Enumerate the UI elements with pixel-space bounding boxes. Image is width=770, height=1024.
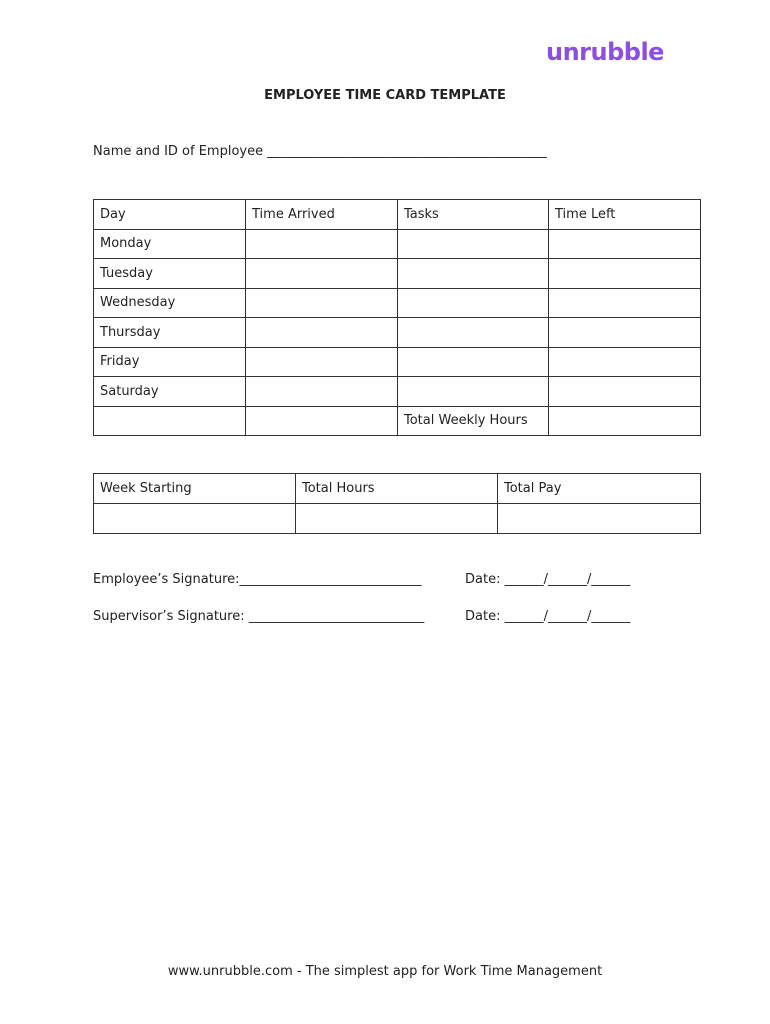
time-card-table xyxy=(93,199,701,436)
time-left-cell[interactable] xyxy=(549,259,701,289)
header-day: Day xyxy=(94,200,246,230)
document-title: EMPLOYEE TIME CARD TEMPLATE xyxy=(264,88,506,103)
tasks-cell[interactable] xyxy=(398,259,549,289)
header-tasks: Tasks xyxy=(398,200,549,230)
day-cell: Monday xyxy=(94,229,246,259)
empty-cell xyxy=(246,406,398,436)
time-arrived-cell[interactable] xyxy=(246,377,398,407)
time-left-cell[interactable] xyxy=(549,318,701,348)
header-week-starting: Week Starting xyxy=(94,474,296,504)
time-arrived-cell[interactable] xyxy=(246,259,398,289)
time-left-cell[interactable] xyxy=(549,288,701,318)
day-cell: Wednesday xyxy=(94,288,246,318)
table-row xyxy=(94,259,701,289)
total-pay-cell[interactable] xyxy=(498,504,701,534)
summary-header-row xyxy=(94,474,701,504)
day-cell: Saturday xyxy=(94,377,246,407)
employee-signature-line[interactable] xyxy=(93,572,631,587)
empty-cell xyxy=(94,406,246,436)
table-row xyxy=(94,347,701,377)
day-cell: Thursday xyxy=(94,318,246,348)
total-weekly-hours-label: Total Weekly Hours xyxy=(398,406,549,436)
week-starting-cell[interactable] xyxy=(94,504,296,534)
time-arrived-cell[interactable] xyxy=(246,229,398,259)
day-cell: Tuesday xyxy=(94,259,246,289)
header-time-left: Time Left xyxy=(549,200,701,230)
time-arrived-cell[interactable] xyxy=(246,288,398,318)
employee-date-field[interactable]: Date: ______/______/______ xyxy=(465,572,631,587)
tasks-cell[interactable] xyxy=(398,288,549,318)
tasks-cell[interactable] xyxy=(398,318,549,348)
employee-name-blank[interactable]: ___________________________________________ xyxy=(267,144,547,159)
total-weekly-hours-cell[interactable] xyxy=(549,406,701,436)
table-row xyxy=(94,377,701,407)
header-time-arrived: Time Arrived xyxy=(246,200,398,230)
time-left-cell[interactable] xyxy=(549,229,701,259)
tasks-cell[interactable] xyxy=(398,377,549,407)
supervisor-date-field[interactable]: Date: ______/______/______ xyxy=(465,609,631,624)
total-hours-cell[interactable] xyxy=(296,504,498,534)
day-cell: Friday xyxy=(94,347,246,377)
table-header-row xyxy=(94,200,701,230)
employee-signature-blank[interactable]: ____________________________ xyxy=(239,572,422,587)
time-arrived-cell[interactable] xyxy=(246,347,398,377)
table-row xyxy=(94,318,701,348)
table-row xyxy=(94,288,701,318)
supervisor-signature-blank[interactable]: ___________________________ xyxy=(248,609,425,624)
summary-value-row xyxy=(94,504,701,534)
time-left-cell[interactable] xyxy=(549,347,701,377)
table-row xyxy=(94,229,701,259)
unrubble-logo: unrubble xyxy=(546,38,664,66)
supervisor-signature-line[interactable] xyxy=(93,609,631,624)
employee-name-field[interactable] xyxy=(93,144,547,159)
total-row xyxy=(94,406,701,436)
employee-signature-label: Employee’s Signature: xyxy=(93,572,240,587)
time-left-cell[interactable] xyxy=(549,377,701,407)
employee-name-label: Name and ID of Employee xyxy=(93,144,268,159)
footer-text: www.unrubble.com - The simplest app for Work Time Management xyxy=(167,964,603,979)
pay-summary-table xyxy=(93,473,701,534)
time-arrived-cell[interactable] xyxy=(246,318,398,348)
tasks-cell[interactable] xyxy=(398,347,549,377)
header-total-hours: Total Hours xyxy=(296,474,498,504)
supervisor-signature-label: Supervisor’s Signature: xyxy=(93,609,249,624)
tasks-cell[interactable] xyxy=(398,229,549,259)
header-total-pay: Total Pay xyxy=(498,474,701,504)
